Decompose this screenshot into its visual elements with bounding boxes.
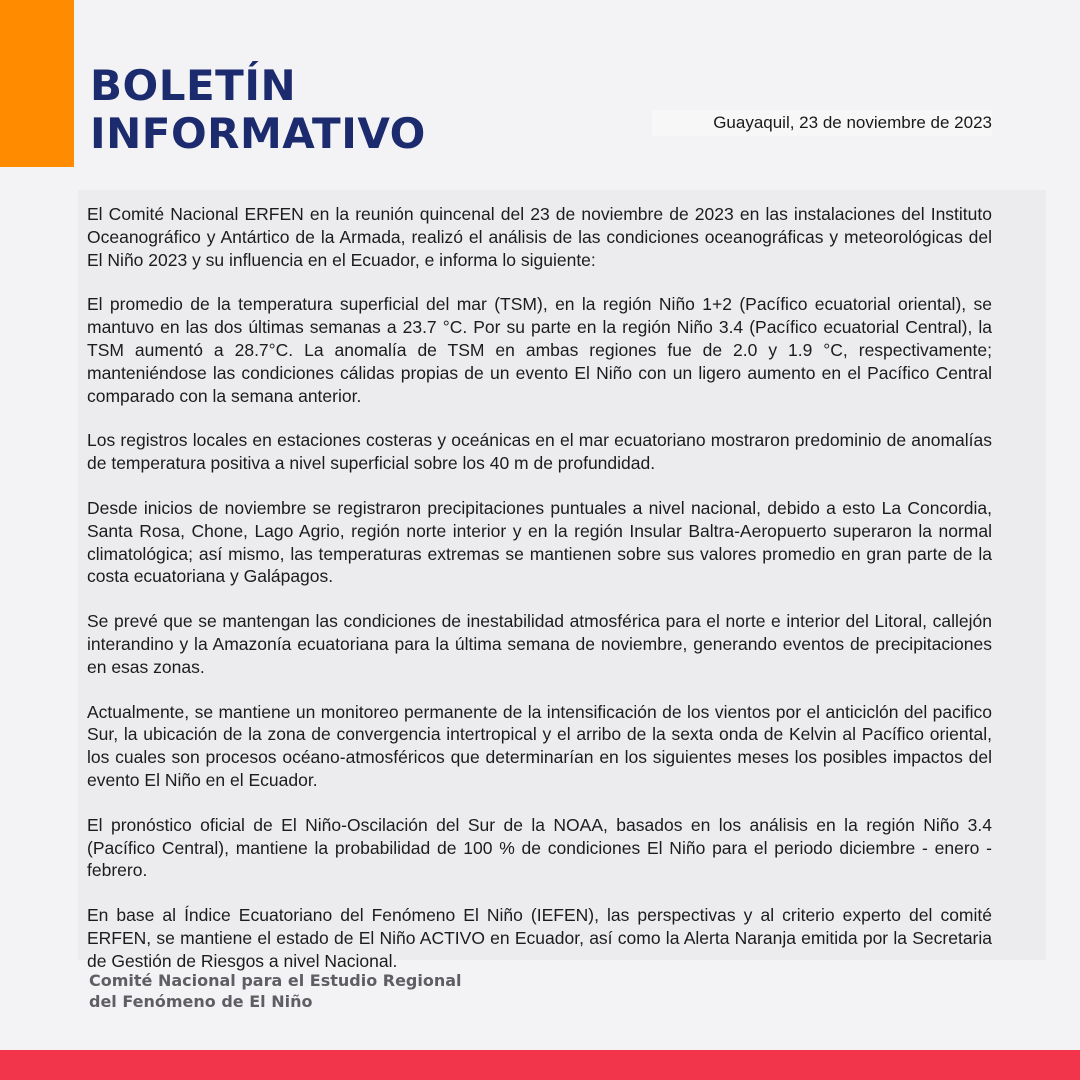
paragraph-sea-temperature: El promedio de la temperatura superficial del mar (TSM), en la región Niño 1+2 (Pacífico ecuatorial oriental), se mantuvo en las dos últimas semanas a 23.7 °C. Por su parte en la región Niño 3.4 (Pacífico ecuatorial Central), la TSM aumentó a 28.7°C. La anomalía de TSM en ambas regiones fue de 2.0 y 1.9 °C, respectivamente; manteniéndose las condiciones cálidas propias de un evento El Niño con un ligero aumento en el Pacífico Central comparado con la semana anterior. [87, 294, 992, 406]
bottom-red-bar [0, 1050, 1080, 1080]
footer-organization [89, 970, 462, 1012]
paragraph-intro: El Comité Nacional ERFEN en la reunión quincenal del 23 de noviembre de 2023 en las instalaciones del Instituto Oceanográfico y Antártico de la Armada, realizó el análisis de las condiciones oceanográficas y meteorológicas del El Niño 2023 y su influencia en el Ecuador, e informa lo siguiente: [87, 204, 992, 270]
footer-line-2: del Fenómeno de El Niño [89, 992, 313, 1011]
bulletin-title [90, 62, 426, 158]
paragraph-forecast: Se prevé que se mantengan las condiciones de inestabilidad atmosférica para el norte e interior del Litoral, callejón interandino y la Amazonía ecuatoriana para la última semana de noviembre, generando eventos de precipitaciones en esas zonas. [87, 611, 992, 677]
paragraph-noaa-forecast: El pronóstico oficial de El Niño-Oscilación del Sur de la NOAA, basados en los análisis en la región Niño 3.4 (Pacífico Central), mantiene la probabilidad de 100 % de condiciones El Niño para el periodo diciembre - enero - febrero. [87, 814, 992, 881]
bulletin-body [87, 203, 992, 995]
bulletin-title-line-2: INFORMATIVO [90, 109, 426, 158]
paragraph-precipitation: Desde inicios de noviembre se registraron precipitaciones puntuales a nivel nacional, debido a esto La Concordia, Santa Rosa, Chone, Lago Agrio, región norte interior y en la región Insular Baltra-Aeropuerto superaron la normal climatológica; así mismo, las temperaturas extremas se mantienen sobre sus valores promedio en gran parte de la costa ecuatoriana y Galápagos. [87, 497, 992, 587]
bulletin-date: Guayaquil, 23 de noviembre de 2023 [652, 110, 992, 136]
paragraph-status: En base al Índice Ecuatoriano del Fenómeno El Niño (IEFEN), las perspectivas y al criterio experto del comité ERFEN, se mantiene el estado de El Niño ACTIVO en Ecuador, así como la Alerta Naranja emitida por la Secretaria de Gestión de Riesgos a nivel Nacional. [87, 905, 992, 971]
paragraph-monitoring: Actualmente, se mantiene un monitoreo permanente de la intensificación de los vientos por el anticiclón del pacifico Sur, la ubicación de la zona de convergencia intertropical y el arribo de la sexta onda de Kelvin al Pacífico oriental, los cuales son procesos océano-atmosféricos que determinarían en los siguientes meses los posibles impactos del evento El Niño en el Ecuador. [87, 701, 992, 790]
orange-accent-block [0, 0, 74, 167]
bulletin-title-line-1: BOLETÍN [90, 61, 297, 110]
paragraph-local-records: Los registros locales en estaciones costeras y oceánicas en el mar ecuatoriano mostraron predominio de anomalías de temperatura positiva a nivel superficial sobre los 40 m de profundidad. [87, 430, 992, 474]
footer-line-1: Comité Nacional para el Estudio Regional [89, 971, 462, 990]
